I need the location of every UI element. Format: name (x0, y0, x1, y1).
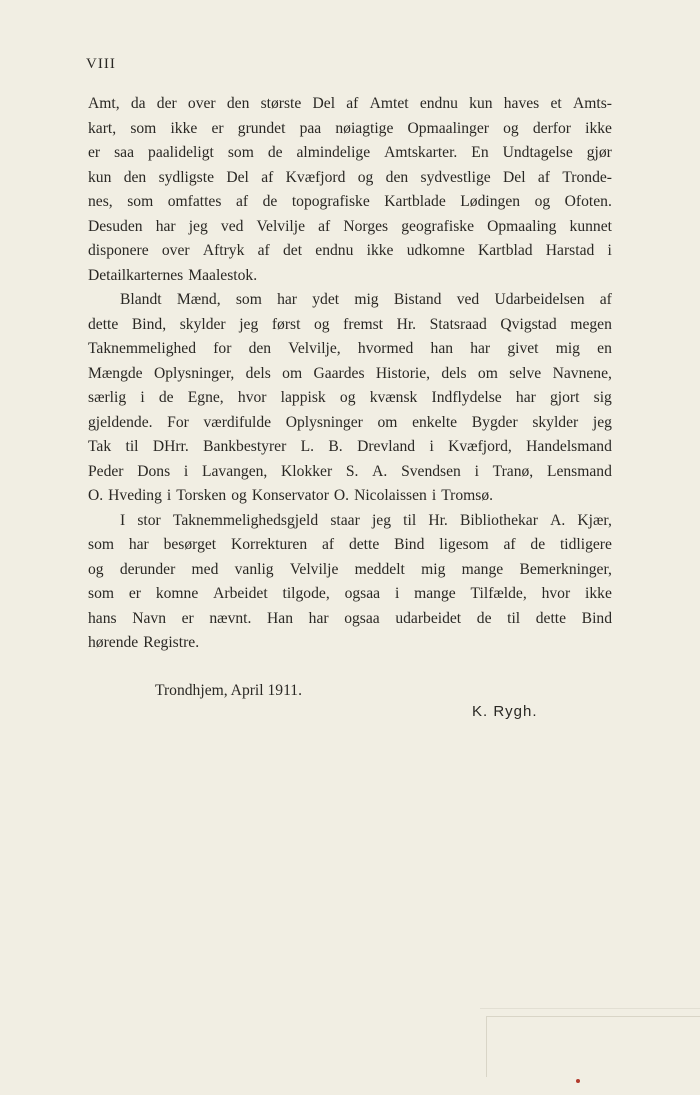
word: derunder (119, 560, 176, 578)
word: i (394, 585, 400, 602)
word: Kartblade (384, 193, 446, 210)
word: hørende (88, 634, 139, 651)
word: har (277, 291, 297, 308)
word: ikke (170, 119, 198, 137)
text-line (88, 607, 612, 632)
word: Hveding (108, 487, 162, 504)
word: den (385, 168, 409, 186)
text-line (88, 264, 612, 289)
word: Bind (581, 609, 612, 627)
text-line (88, 533, 612, 558)
text-line (88, 411, 612, 436)
word: Historie, (375, 364, 431, 382)
word: har (515, 389, 536, 406)
word: som (227, 144, 254, 161)
word: og (314, 315, 330, 333)
word: som (235, 291, 262, 308)
word: i (183, 462, 189, 480)
word: Ofoten. (564, 193, 612, 210)
word: Bankbestyrer (203, 438, 287, 455)
word: jeg (188, 217, 208, 235)
word: komne (155, 585, 199, 602)
word: Velvilje (289, 560, 339, 578)
word: Del (312, 95, 336, 112)
word: Taknemmelighed (88, 340, 197, 357)
word: endnu (419, 95, 458, 112)
word: Hr. (428, 511, 448, 529)
word: mange (461, 560, 504, 578)
word: de (262, 193, 278, 210)
word: de (530, 536, 546, 553)
word: paa (299, 119, 322, 137)
word: Registre. (143, 634, 200, 651)
word: Amt, (88, 95, 120, 112)
word: der (156, 95, 177, 112)
word: O. (88, 487, 104, 504)
word: ikke (585, 585, 612, 602)
word: kunnet (569, 217, 612, 235)
word: For (167, 413, 189, 431)
word: i (431, 487, 437, 504)
word: er (211, 119, 224, 137)
word: hans (88, 609, 117, 627)
word: og (339, 389, 356, 406)
word: meddelt (354, 560, 405, 578)
word: Oplysninger, (153, 364, 235, 382)
word: nes, (88, 193, 113, 210)
word: S. (345, 462, 359, 480)
word: af (346, 95, 359, 112)
word: af (599, 291, 612, 308)
text-line (88, 313, 612, 338)
word: Bind, (131, 315, 167, 333)
word: skylder (532, 413, 579, 431)
word: Bemerkninger, (519, 560, 612, 578)
word: skylder (179, 315, 226, 333)
word: af (503, 536, 516, 553)
word: er (88, 144, 101, 161)
place-date: Trondhjem, April 1911. (155, 682, 302, 699)
word: af (235, 193, 249, 210)
word: dette (348, 536, 380, 553)
word: kvænsk (369, 389, 418, 406)
word: og (88, 560, 104, 578)
word: enkelte (412, 413, 458, 431)
word: som (130, 119, 157, 137)
word: Lensmand (546, 462, 612, 480)
text-line (88, 558, 612, 583)
word: ogsaa (344, 609, 380, 627)
word: Mængde (88, 364, 143, 382)
word: har (128, 536, 149, 553)
text-line (88, 166, 612, 191)
word: Amts- (572, 95, 612, 112)
word: En (471, 144, 489, 161)
word: Del (226, 168, 249, 186)
word: Svendsen (401, 462, 461, 480)
word: ikke (585, 119, 612, 137)
word: Gaardes (313, 364, 365, 382)
text-line (88, 362, 612, 387)
word: den (123, 168, 147, 186)
page-number: VIII (86, 56, 116, 72)
word: over (187, 95, 216, 112)
word: med (191, 560, 219, 578)
word: af (318, 217, 331, 235)
word: B. (328, 438, 343, 455)
word: som (88, 585, 114, 602)
word: som (88, 536, 114, 553)
word: Blandt (120, 291, 162, 308)
word: nævnt. (209, 609, 252, 627)
word: den (226, 95, 250, 112)
word: dette (88, 315, 119, 333)
word: af (261, 168, 274, 186)
word: saa (114, 144, 135, 161)
word: grundet (237, 119, 286, 137)
word: om (377, 413, 398, 431)
word: ydet (312, 291, 340, 308)
word: almindelige (296, 144, 371, 161)
word: Peder (88, 462, 124, 480)
word: største (260, 95, 302, 112)
text-line (88, 435, 612, 460)
word: og (503, 119, 519, 137)
word: i (166, 487, 172, 504)
word: ligesom (439, 536, 489, 553)
word: et (550, 95, 562, 112)
word: jeg (592, 413, 612, 431)
word: Tronde- (562, 168, 612, 186)
word: Oplysninger (285, 413, 363, 431)
text-line (88, 582, 612, 607)
word: og (357, 168, 374, 186)
word: da (130, 95, 146, 112)
word: L. (300, 438, 315, 455)
word: over (161, 242, 190, 259)
word: dels (441, 364, 467, 382)
word: Navn (132, 609, 166, 627)
word: til (125, 438, 139, 455)
word: Bibliothekar (459, 511, 538, 529)
word: om (477, 364, 498, 382)
word: omfattes (167, 193, 222, 210)
word: mig (555, 340, 580, 357)
word: Tak (88, 438, 112, 455)
word: i (474, 462, 479, 480)
word: til (507, 609, 521, 627)
word: nøiagtige (335, 119, 394, 137)
text-line (88, 509, 612, 534)
word: dels (245, 364, 271, 382)
word: Udarbeidelsen (494, 291, 585, 308)
word: de (267, 144, 283, 161)
word: mange (414, 585, 456, 602)
text-line (88, 631, 612, 656)
word: sydligste (158, 168, 215, 186)
red-ink-mark (576, 1079, 580, 1083)
word: Tromsø. (441, 487, 494, 504)
word: stor (137, 511, 161, 529)
word: ikke (366, 242, 394, 259)
word: og (534, 193, 551, 210)
word: ved (220, 217, 244, 235)
word: staar (330, 511, 360, 529)
word: mig (421, 560, 446, 578)
word: Arbeidet (213, 585, 268, 602)
word: Kjær, (577, 511, 612, 529)
word: og (231, 487, 247, 504)
word: Lødingen (460, 193, 521, 210)
word: en (597, 340, 612, 357)
word: fremst (343, 315, 384, 333)
word: Bygder (471, 413, 518, 431)
word: derfor (532, 119, 571, 137)
word: af (537, 168, 550, 186)
word: Velvilje (256, 217, 306, 235)
text-line (88, 92, 612, 117)
word: Undtagelse (502, 144, 573, 161)
word: Bind (394, 536, 425, 553)
word: i (607, 242, 612, 259)
word: Torsken (176, 487, 227, 504)
word: er (181, 609, 194, 627)
word: Kartblad (478, 242, 533, 259)
word: hvor (237, 389, 267, 406)
word: hvor (541, 585, 571, 602)
word: Indflydelse (431, 389, 502, 406)
word: mig (354, 291, 379, 308)
word: Harstad (545, 242, 595, 259)
word: topografiske (291, 193, 370, 210)
word: af (321, 536, 335, 553)
word: har (308, 609, 329, 627)
word: Mænd, (176, 291, 221, 308)
word: Dons (137, 462, 171, 480)
word: gjort (550, 389, 580, 406)
word: særlig (88, 389, 127, 406)
word: hvormed (357, 340, 414, 357)
word: Del (503, 168, 526, 186)
word: selve (509, 364, 542, 382)
word: Opmaalinger (407, 119, 489, 137)
word: Aftryk (202, 242, 245, 259)
word: dette (535, 609, 567, 627)
text-line (88, 460, 612, 485)
text-line (88, 190, 612, 215)
word: Kvæfjord, (448, 438, 512, 455)
word: tidligere (559, 536, 612, 553)
scan-corner-box (486, 1016, 700, 1077)
word: vanlig (234, 560, 274, 578)
word: Lavangen, (201, 462, 268, 480)
word: Drevland (357, 438, 416, 455)
word: ogsaa (344, 585, 381, 602)
word: I (120, 511, 126, 529)
word: Handelsmand (526, 438, 612, 455)
word: Detailkarternes (88, 266, 184, 284)
word: værdifulde (203, 413, 272, 431)
text-line (88, 239, 612, 264)
signature: K. Rygh. (472, 703, 538, 720)
word: har (470, 340, 491, 357)
word: Qvigstad (500, 315, 557, 333)
word: Tilfælde, (470, 585, 527, 602)
word: for (213, 340, 232, 357)
text-line (88, 484, 612, 509)
word: Navnene, (552, 364, 612, 382)
word: jeg (371, 511, 391, 529)
word: Desuden (88, 217, 143, 235)
word: haves (503, 95, 540, 112)
word: Han (267, 609, 294, 627)
text-line (88, 337, 612, 362)
word: O. (333, 487, 350, 504)
word: gjør (586, 144, 612, 161)
word: paalideligt (148, 144, 214, 161)
word: kun (88, 168, 112, 186)
word: som (127, 193, 154, 210)
word: udkomne (406, 242, 465, 259)
word: kart, (88, 119, 117, 137)
word: udarbeidet (395, 609, 462, 627)
word: gjeldende. (88, 413, 153, 431)
word: Kvæfjord (285, 168, 346, 186)
word: Konservator (251, 487, 329, 504)
word: Statsraad (429, 315, 487, 333)
word: kun (469, 95, 493, 112)
word: Taknemmelighedsgjeld (172, 511, 319, 529)
text-line (88, 141, 612, 166)
word: Maalestok. (188, 266, 258, 284)
text-line (88, 288, 612, 313)
word: af (257, 242, 270, 259)
text-line (88, 117, 612, 142)
word: Amtskarter. (384, 144, 458, 161)
word: Opmaaling (487, 217, 557, 235)
word: ved (456, 291, 480, 308)
word: Norges (343, 217, 389, 235)
word: jeg (239, 315, 259, 333)
word: først (271, 315, 301, 333)
word: har (155, 217, 176, 235)
word: det (282, 242, 303, 259)
word: endnu (315, 242, 354, 259)
word: Velvilje, (288, 340, 341, 357)
word: givet (507, 340, 539, 357)
word: om (282, 364, 303, 382)
word: tilgode, (282, 585, 330, 602)
word: A. (372, 462, 388, 480)
word: Korrekturen (230, 536, 308, 553)
word: er (128, 585, 141, 602)
word: han (430, 340, 454, 357)
word: den (248, 340, 272, 357)
word: til (403, 511, 417, 529)
word: megen (570, 315, 612, 333)
word: Tranø, (492, 462, 534, 480)
word: lappisk (280, 389, 326, 406)
word: de (158, 389, 174, 406)
word: de (476, 609, 492, 627)
scan-edge-line (480, 1008, 700, 1009)
word: besørget (163, 536, 217, 553)
word: Hr. (396, 315, 417, 333)
word: Amtet (369, 95, 409, 112)
text-line (88, 386, 612, 411)
word: Klokker (281, 462, 333, 480)
word: Bistand (393, 291, 442, 308)
word: DHrr. (152, 438, 189, 455)
preface-body (88, 92, 612, 656)
word: sydvestlige (420, 168, 491, 186)
word: geografiske (401, 217, 474, 235)
word: Nicolaissen (354, 487, 427, 504)
word: i (429, 438, 434, 455)
word: Egne, (187, 389, 224, 406)
word: A. (550, 511, 566, 529)
text-line (88, 215, 612, 240)
word: sig (593, 389, 612, 406)
word: i (140, 389, 145, 406)
word: disponere (88, 242, 149, 259)
